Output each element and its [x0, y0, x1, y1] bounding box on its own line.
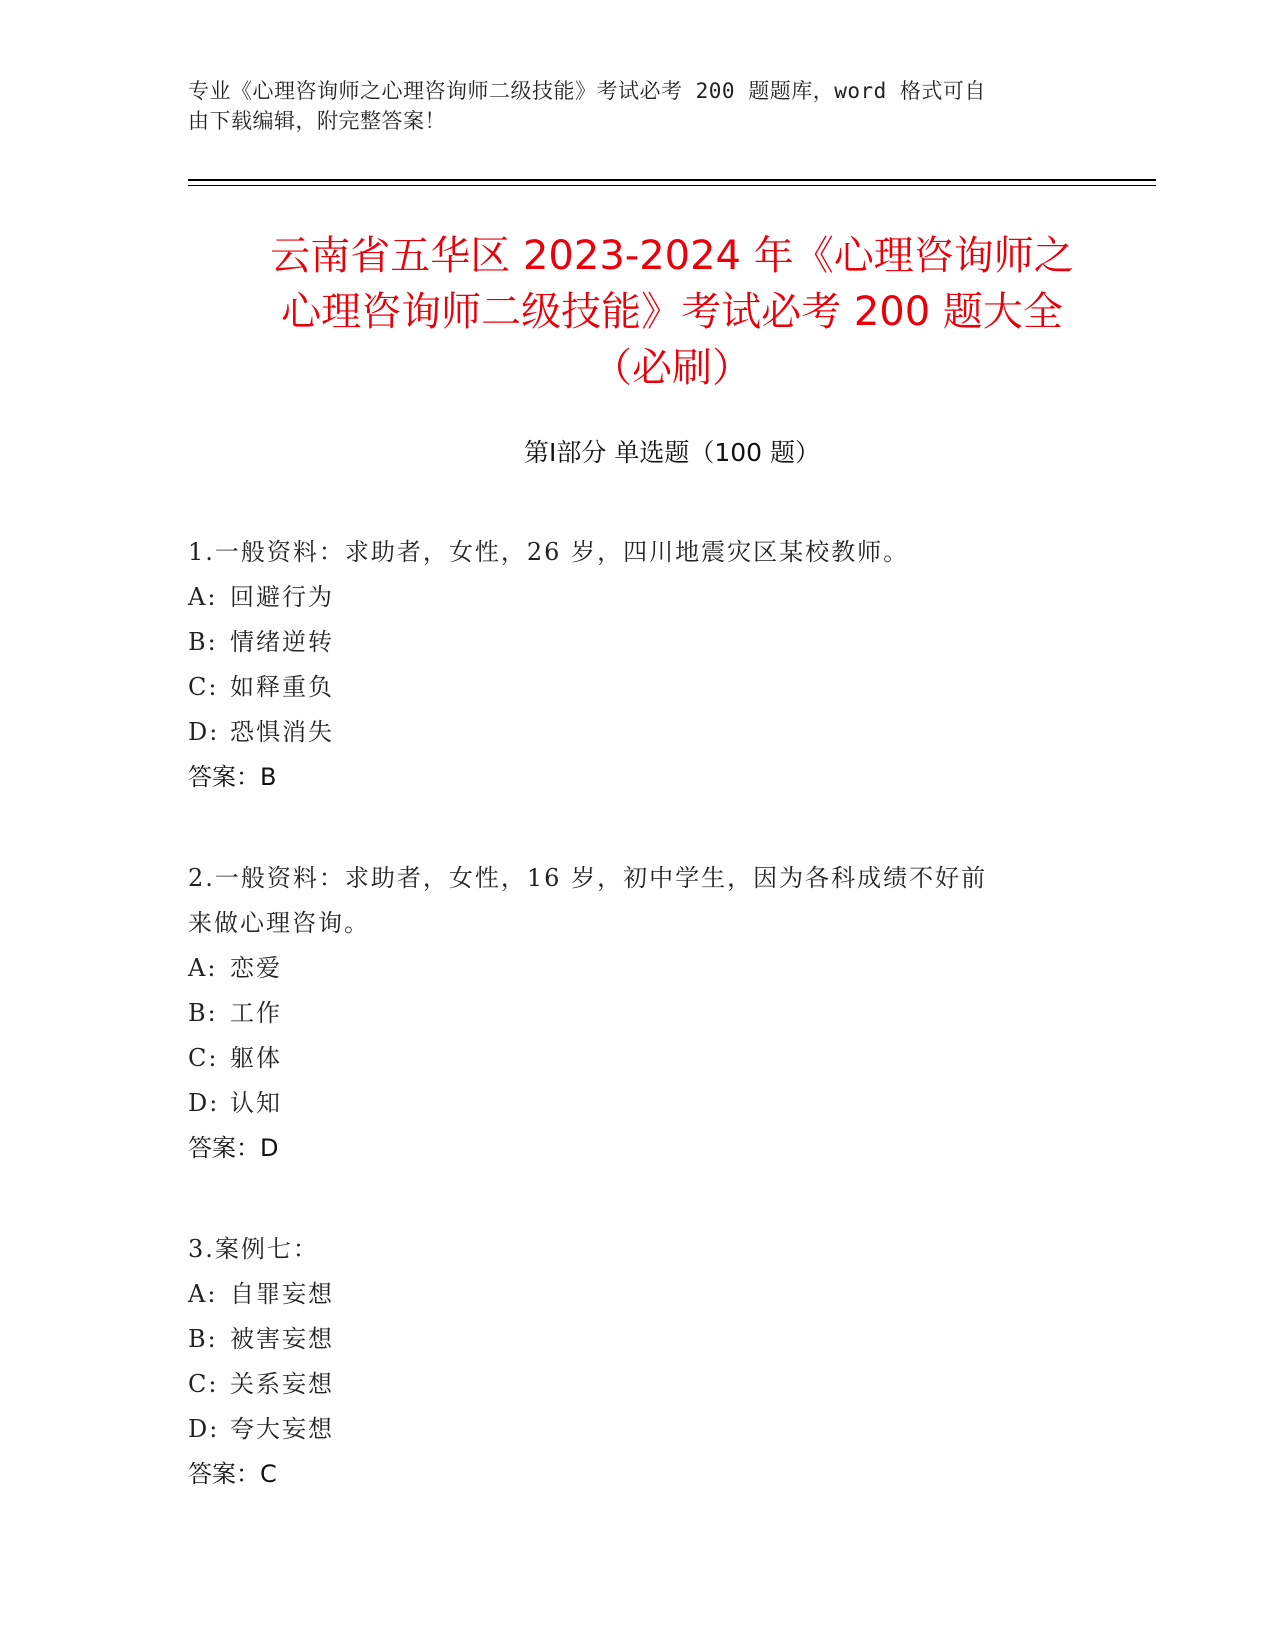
option-c	[188, 665, 1068, 710]
option-letter: B:	[188, 1325, 218, 1353]
option-c	[188, 1036, 1068, 1081]
answer-label: 答案：	[188, 1134, 260, 1162]
answer-label: 答案：	[188, 763, 260, 791]
option-a	[188, 946, 1068, 991]
answer-line	[188, 755, 1068, 800]
answer-value: B	[260, 763, 277, 791]
option-d	[188, 1081, 1068, 1126]
question-stem: 3.案例七：	[188, 1235, 319, 1263]
option-text: 自罪妄想	[230, 1280, 334, 1308]
intro-paragraph	[188, 76, 1068, 136]
option-a	[188, 575, 1068, 620]
option-d	[188, 1407, 1068, 1452]
option-letter: A:	[188, 1280, 218, 1308]
option-letter: B:	[188, 999, 218, 1027]
option-text: 工作	[230, 999, 282, 1027]
answer-value: D	[260, 1134, 279, 1162]
question-item	[188, 1227, 1068, 1497]
question-stem: 2.一般资料：求助者，女性，16 岁，初中学生，因为各科成绩不好前	[188, 864, 988, 892]
question-list	[188, 530, 1068, 1553]
option-text: 被害妄想	[230, 1325, 334, 1353]
question-item	[188, 530, 1068, 800]
option-letter: A:	[188, 583, 218, 611]
header-divider-thick	[188, 179, 1156, 181]
title-line: 云南省五华区 2023-2024 年《心理咨询师之	[270, 233, 1074, 279]
header-divider-thin	[188, 185, 1156, 186]
option-text: 夸大妄想	[230, 1415, 334, 1443]
answer-label: 答案：	[188, 1460, 260, 1488]
intro-line: 由下载编辑，附完整答案！	[188, 109, 446, 133]
section-heading: 第Ⅰ部分 单选题（100 题）	[524, 438, 820, 467]
option-text: 认知	[230, 1089, 282, 1117]
option-a	[188, 1272, 1068, 1317]
option-letter: C:	[188, 673, 219, 701]
question-stem-continued: 来做心理咨询。	[188, 909, 370, 937]
option-d	[188, 710, 1068, 755]
answer-line	[188, 1452, 1068, 1497]
option-c	[188, 1362, 1068, 1407]
answer-value: C	[260, 1460, 277, 1488]
option-b	[188, 620, 1068, 665]
intro-line: 专业《心理咨询师之心理咨询师二级技能》考试必考 200 题题库，word 格式可自	[188, 79, 986, 103]
option-b	[188, 1317, 1068, 1362]
option-b	[188, 991, 1068, 1036]
option-text: 恋爱	[230, 954, 282, 982]
option-letter: A:	[188, 954, 218, 982]
option-text: 恐惧消失	[230, 718, 334, 746]
option-letter: D:	[188, 718, 220, 746]
title-line: （必刷）	[592, 345, 752, 391]
document-title	[188, 228, 1156, 396]
option-letter: D:	[188, 1089, 220, 1117]
option-text: 关系妄想	[230, 1370, 334, 1398]
question-item	[188, 856, 1068, 1171]
option-text: 回避行为	[230, 583, 334, 611]
option-text: 情绪逆转	[230, 628, 334, 656]
option-letter: D:	[188, 1415, 220, 1443]
option-text: 如释重负	[230, 673, 334, 701]
title-line: 心理咨询师二级技能》考试必考 200 题大全	[281, 289, 1063, 335]
option-letter: B:	[188, 628, 218, 656]
question-stem: 1.一般资料：求助者，女性，26 岁，四川地震灾区某校教师。	[188, 538, 910, 566]
option-letter: C:	[188, 1044, 219, 1072]
option-letter: C:	[188, 1370, 219, 1398]
option-text: 躯体	[230, 1044, 282, 1072]
answer-line	[188, 1126, 1068, 1171]
